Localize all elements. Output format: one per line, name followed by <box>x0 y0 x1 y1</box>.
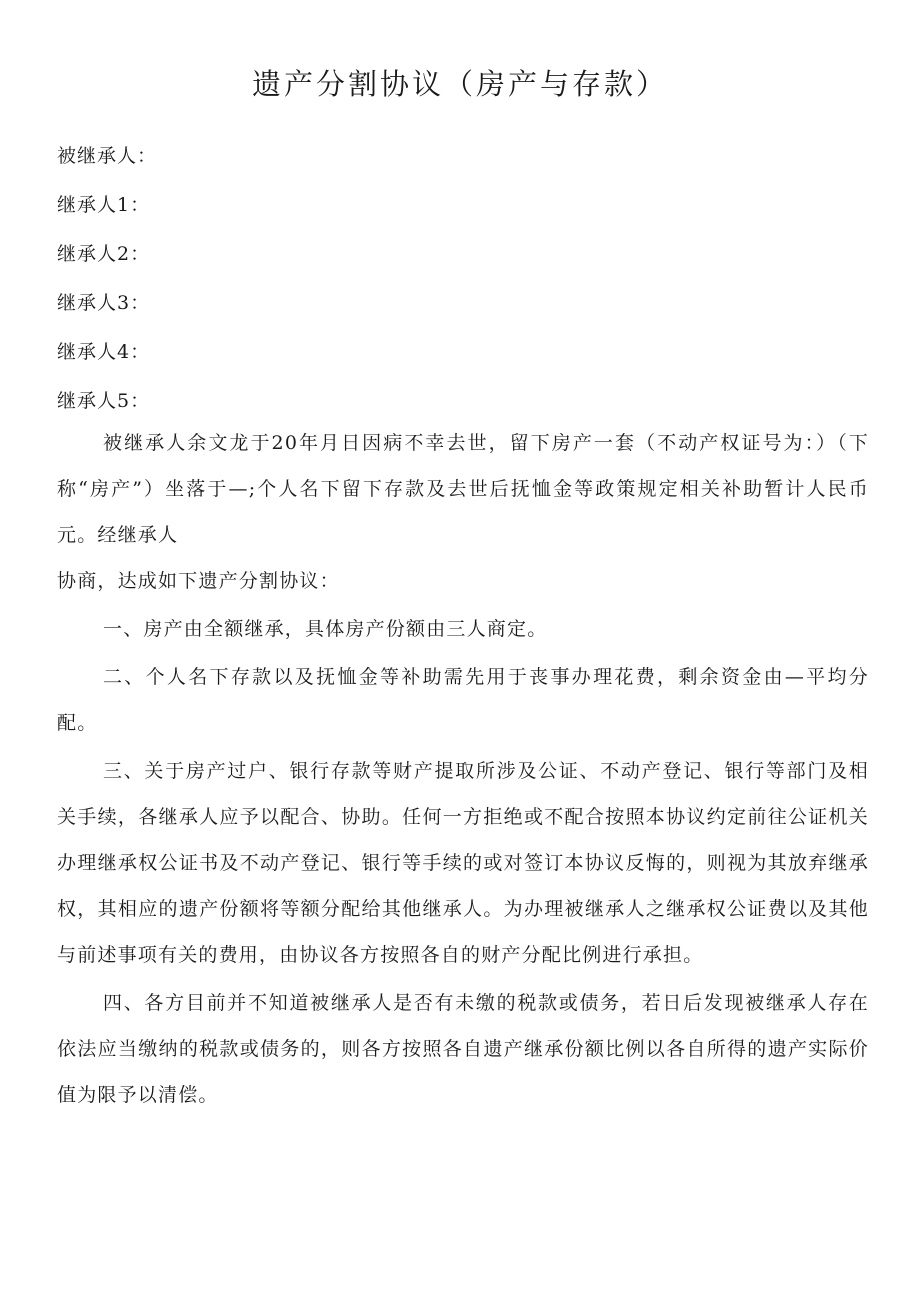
party-list <box>57 132 877 426</box>
heir-1-line: 继承人1： <box>57 194 151 216</box>
clause-4: 四、各方目前并不知道被继承人是否有未缴的税款或债务，若日后发现被继承人存在依法应当缴纳的税款或债务的，则各方按照各自遗产继承份额比例以各自所得的遗产实际价值为限予以清偿。 <box>57 992 869 1106</box>
heir-4-line: 继承人4： <box>57 341 151 363</box>
document-title: 遗产分割协议（房产与存款） <box>251 67 668 101</box>
intro-continuation: 协商，达成如下遗产分割协议： <box>57 570 340 592</box>
decedent-line: 被继承人： <box>57 145 158 167</box>
intro-paragraph: 被继承人余文龙于20年月日因病不幸去世，留下房产一套（不动产权证号为：）（下称“房产”）坐落于—;个人名下留下存款及去世后抚恤金等政策规定相关补助暂计人民币元。经继承人 <box>57 432 869 546</box>
clause-3: 三、关于房产过户、银行存款等财产提取所涉及公证、不动产登记、银行等部门及相关手续，各继承人应予以配合、协助。任何一方拒绝或不配合按照本协议约定前往公证机关办理继承权公证书及不动产登记、银行等手续的或对签订本协议反悔的，则视为其放弃继承权，其相应的遗产份额将等额分配给其他继承人。为办理被继承人之继承权公证费以及其他与前述事项有关的费用，由协议各方按照各自的财产分配比例进行承担。 <box>57 760 869 966</box>
heir-3-line: 继承人3： <box>57 292 151 314</box>
heir-2-line: 继承人2： <box>57 243 151 265</box>
clause-1: 一、房产由全额继承，具体房产份额由三人商定。 <box>103 618 548 640</box>
agreement-body <box>57 420 869 1118</box>
heir-5-line: 继承人5： <box>57 390 151 412</box>
clause-2: 二、个人名下存款以及抚恤金等补助需先用于丧事办理花费，剩余资金由—平均分配。 <box>57 666 869 734</box>
